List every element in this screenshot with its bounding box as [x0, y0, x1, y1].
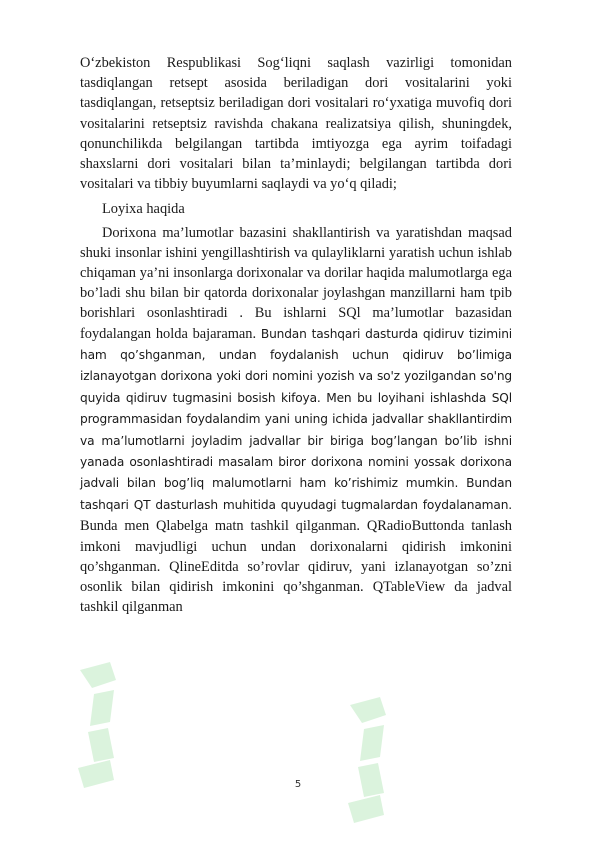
section-heading: Loyixa haqida	[102, 201, 185, 218]
watermark-logo	[70, 660, 130, 790]
main-paragraph-sans-text: Bundan tashqari dasturda qidiruv tizimini ham qo’shganman, undan foydalanish uchun qidiruv bo’limiga izlanayotgan dorixona yoki dori nomini yozish va so'z yozilgandan so'ng quyida qidiruv tugmasini bosish kifoya. Men bu loyihani ishlashda SQl programmasidan foydalandim yani uning ichida jadvallar shakllantirdim va ma’lumotlarni joyladim jadvallar bir biriga bog’langan bo’lib ishni yanada osonlashtiradi masalam biror dorixona nomini yossak dorixona jadvali bilan bog’liq malumotlarni ham ko’rishimiz mumkin. Bundan tashqari QT dasturlash muhitida quyudagi tugmalardan foydalanaman.	[80, 326, 513, 512]
main-paragraph-tail-text: Bunda men Qlabelga matn tashkil qilganman. QRadioButtonda tanlash imkoni mavjudligi uchun undan dorixonalarni qidirish imkonini qo’shganman. QlineEditda so’rovlar qidiruv, yani izlanayotgan so’zni osonlik bilan qidirish imkonini qo’shganman. QTableView da jadval tashkil qilganman	[80, 518, 512, 616]
main-paragraph-serif-text: Dorixona ma’lumotlar bazasini shakllantirish va yaratishdan maqsad shuki insonlar ishini yengillashtirish va qulayliklarni yaratish uchun ishlab chiqaman ya’ni insonlarga dorixonalar va dorilar haqida malumotlarga ega bo’ladi shu bilan bir qatorda dorixonalar joylashgan manzillarni ham tpib borishlari osonlashtiradi . Bu ishlarni SQl ma’lumotlar bazasidan foydalangan holda bajaraman.	[80, 224, 512, 342]
document-body	[80, 53, 512, 617]
main-paragraph-part-1	[80, 223, 512, 618]
page-number: 5	[294, 779, 302, 790]
intro-paragraph: O‘zbekiston Respublikasi Sog‘liqni saqlash vazirligi tomonidan tasdiqlangan retsept asosida beriladigan dori vositalarini yoki tasdiqlangan, retseptsiz beriladigan dori vositalari ro‘yxatiga muvofiq dori vositalarini retseptsiz ravishda chakana realizatsiya qilish, shuningdek, qonunchilikda belgilangan tartibda imtiyozga ega ayrim toifadagi shaxslarni dori vositalari bilan ta’minlaydi; belgilangan tartibda dori vositalari va tibbiy buyumlarni saqlaydi va yo‘q qiladi;	[80, 55, 512, 193]
watermark-logo	[340, 695, 400, 825]
